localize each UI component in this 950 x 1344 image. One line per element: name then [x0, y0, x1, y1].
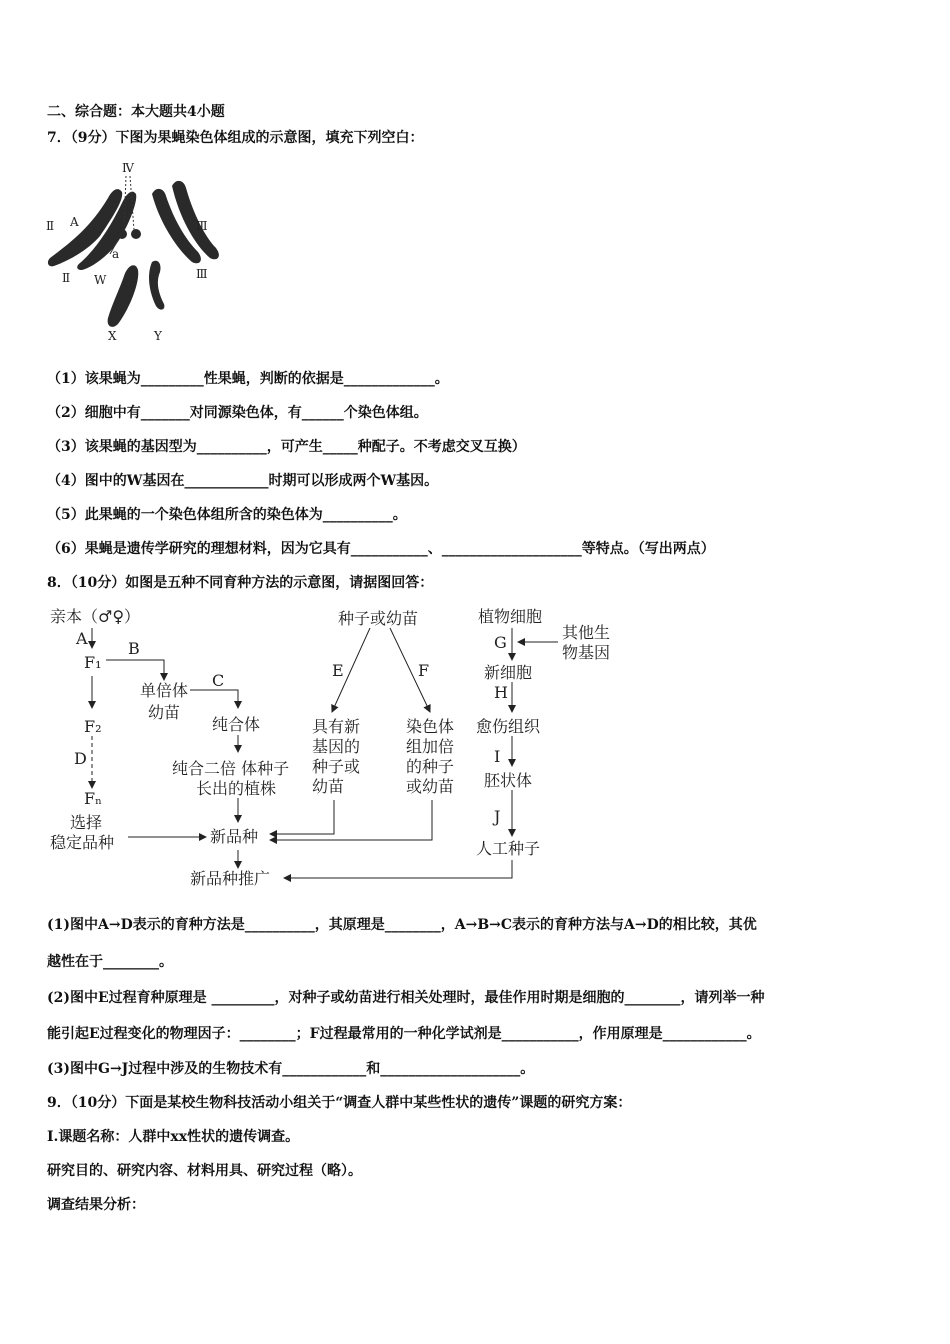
node-haploid-2: 幼苗 — [148, 703, 181, 722]
node-newgene-1: 具有新 — [312, 717, 361, 736]
node-diploid-1: 纯合二倍 体种子 — [172, 759, 290, 778]
q8-item-1a: (1)图中A→D表示的育种方法是__________，其原理是________，A→B→C表示的育种方法与A→D的相比较，其优 — [47, 917, 757, 933]
node-newgene-4: 幼苗 — [312, 777, 345, 796]
node-embryoid: 胚状体 — [484, 771, 533, 790]
q8-stem: 8．（10分）如图是五种不同育种方法的示意图，请据图回答： — [47, 575, 434, 591]
label-a-lower: a — [112, 247, 120, 261]
label-a: A — [76, 629, 88, 648]
label-c: C — [212, 671, 225, 690]
arrow-haploid-pure — [190, 690, 238, 708]
chromosome-figure — [40, 158, 230, 348]
label-j: J — [494, 807, 501, 826]
q8-item-3: (3)图中G→J过程中涉及的生物技术有____________和____________________。 — [47, 1061, 535, 1077]
arrow-f1-haploid — [106, 660, 164, 680]
node-fn: Fₙ — [84, 789, 103, 808]
arrow-artificial-promotion — [284, 860, 512, 878]
q7-item-5: （5）此果蝇的一个染色体组所含的染色体为__________。 — [47, 507, 407, 523]
label-b: B — [128, 639, 140, 658]
node-artificial-seed: 人工种子 — [476, 839, 541, 858]
q7-stem: 7．（9分）下图为果蝇染色体组成的示意图，填充下列空白： — [47, 130, 424, 146]
node-callus: 愈伤组织 — [476, 717, 541, 736]
node-polyploid-1: 染色体 — [406, 717, 455, 736]
node-polyploid-2: 组加倍 — [406, 737, 455, 756]
label-h: H — [494, 683, 508, 702]
arrow-newgene-new — [270, 800, 334, 834]
section-title: 二、综合题：本大题共4小题 — [47, 104, 225, 120]
q8-item-2b: 能引起E过程变化的物理因子：________；F过程最常用的一种化学试剂是___________，作用原理是____________。 — [47, 1026, 761, 1042]
label-g: G — [494, 633, 507, 652]
q8-item-2a: (2)图中E过程育种原理是 _________，对种子或幼苗进行相关处理时，最佳作用时期是细胞的________，请列举一种 — [47, 990, 765, 1006]
node-new-cell: 新细胞 — [484, 663, 533, 682]
q9-line-1: I.课题名称：人群中xx性状的遗传调查。 — [47, 1129, 300, 1145]
node-promotion: 新品种推广 — [190, 869, 271, 888]
node-newgene-3: 种子或 — [312, 757, 361, 776]
node-newgene-2: 基因的 — [312, 737, 361, 756]
chromosomes — [48, 181, 219, 327]
chromosome-y — [149, 261, 164, 310]
node-haploid-1: 单倍体 — [140, 681, 189, 700]
node-diploid-2: 长出的植株 — [196, 779, 277, 798]
label-f: F — [418, 661, 430, 680]
label-y: Y — [154, 329, 162, 343]
node-f2: F₂ — [84, 717, 102, 736]
node-select-2: 稳定品种 — [50, 833, 115, 852]
node-plant-cell: 植物细胞 — [478, 607, 543, 626]
node-new-variety: 新品种 — [210, 827, 259, 846]
label-i: I — [494, 747, 501, 766]
q9-stem: 9．（10分）下面是某校生物科技活动小组关于“调查人群中某些性状的遗传”课题的研究方案： — [47, 1095, 632, 1111]
q7-item-2: （2）细胞中有_______对同源染色体，有______个染色体组。 — [47, 405, 428, 421]
node-other-gene-2: 物基因 — [562, 643, 611, 662]
q7-item-3: （3）该果蝇的基因型为__________，可产生_____种配子。不考虑交叉互换） — [47, 439, 526, 455]
label-x: X — [108, 329, 117, 343]
node-other-gene-1: 其他生 — [562, 623, 611, 642]
chromosome-iv-left — [117, 229, 127, 239]
chromosome-x — [108, 265, 139, 327]
q8-item-1b: 越性在于________。 — [47, 954, 173, 970]
label-iii-top: Ⅲ — [196, 219, 208, 233]
q7-item-4: （4）图中的W基因在____________时期可以形成两个W基因。 — [47, 473, 439, 489]
q7-item-1: （1）该果蝇为_________性果蝇，判断的依据是_____________。 — [47, 371, 449, 387]
breeding-diagram — [40, 600, 680, 900]
node-polyploid-3: 的种子 — [406, 757, 455, 776]
node-pure: 纯合体 — [212, 715, 261, 734]
chromosome-iv-right — [131, 229, 141, 239]
q9-line-2: 研究目的、研究内容、材料用具、研究过程（略）。 — [47, 1163, 362, 1179]
label-ii-bottom: Ⅱ — [62, 271, 71, 285]
node-f1: F₁ — [84, 653, 102, 672]
label-iv: Ⅳ — [122, 161, 134, 175]
label-d: D — [74, 749, 87, 768]
node-select-1: 选择 — [70, 813, 103, 832]
node-seed: 种子或幼苗 — [338, 609, 419, 628]
label-iii-bottom: Ⅲ — [196, 267, 208, 281]
node-parents: 亲本（♂♀） — [50, 607, 141, 626]
label-e: E — [332, 661, 344, 680]
node-polyploid-4: 或幼苗 — [406, 777, 455, 796]
label-ii-top: Ⅱ — [46, 219, 55, 233]
q7-item-6: （6）果蝇是遗传学研究的理想材料，因为它具有___________、____________________等特点。（写出两点） — [47, 541, 715, 557]
label-a-upper: A — [70, 215, 79, 229]
q9-line-3: 调查结果分析： — [47, 1197, 145, 1213]
label-w: W — [94, 273, 107, 287]
